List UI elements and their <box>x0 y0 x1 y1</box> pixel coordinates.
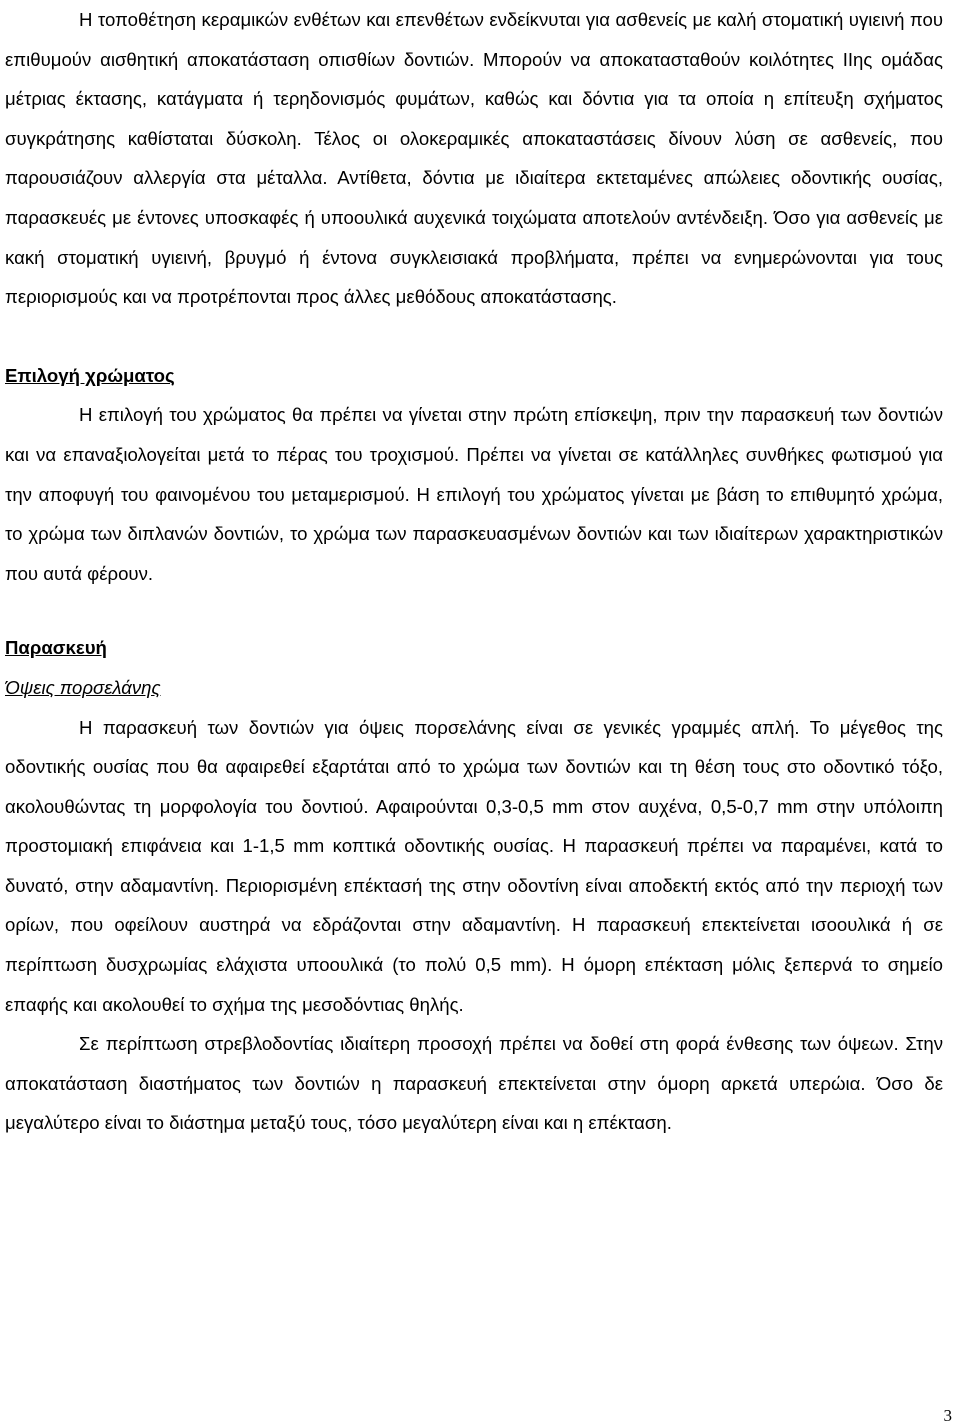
section-spacer <box>5 317 943 356</box>
preparation-paragraph-1: Η παρασκευή των δοντιών για όψεις πορσελάνης είναι σε γενικές γραμμές απλή. Το μέγεθος της οδοντικής ουσίας που θα αφαιρεθεί εξαρτάται από το χρώμα των δοντιών και τη θέση τους στο οδοντικό τόξο, ακολουθώντας τη μορφολογία του δοντιού. Αφαιρούνται 0,3-0,5 mm στον αυχένα, 0,5-0,7 mm στην υπόλοιπη προστομιακή επιφάνεια και 1-1,5 mm κοπτικά οδοντικής ουσίας. Η παρασκευή πρέπει να παραμένει, κατά το δυνατό, στην αδαμαντίνη. Περιορισμένη επέκτασή της στην οδοντίνη είναι αποδεκτή εκτός από την περιοχή των ορίων, που οφείλουν αυστηρά να εδράζονται στην αδαμαντίνη. Η παρασκευή επεκτείνεται ισοουλικά ή σε περίπτωση δυσχρωμίας ελάχιστα υποουλικά (το πολύ 0,5 mm). Η όμορη επέκταση μόλις ξεπερνά το σημείο επαφής και ακολουθεί το σχήμα της μεσοδόντιας θηλής. <box>5 716 943 1015</box>
intro-paragraph: Η τοποθέτηση κεραμικών ενθέτων και επενθέτων ενδείκνυται για ασθενείς με καλή στοματική υγιεινή που επιθυμούν αισθητική αποκατάσταση οπισθίων δοντιών. Μπορούν να αποκατασταθούν κοιλότητες ΙΙης ομάδας μέτριας έκτασης, κατάγματα ή τερηδονισμός φυμάτων, καθώς και δόντια για τα οποία η επίτευξη σχήματος συγκράτησης καθίσταται δύσκολη. Τέλος οι ολοκεραμικές αποκαταστάσεις δίνουν λύση σε ασθενείς, που παρουσιάζουν αλλεργία στα μέταλλα. Αντίθετα, δόντια με ιδιαίτερα εκτεταμένες απώλειες οδοντικής ουσίας, παρασκευές με έντονες υποσκαφές ή υποουλικά αυχενικά τοιχώματα αποτελούν αντένδειξη. Όσο για ασθενείς με κακή στοματική υγιεινή, βρυγμό ή έντονα συγκλεισιακά προβλήματα, πρέπει να ενημερώνονται για τους περιορισμούς και να προτρέπονται προς άλλες μεθόδους αποκατάστασης. <box>5 9 943 308</box>
page-number: 3 <box>943 1406 952 1425</box>
porcelain-veneers-subheading: Όψεις πορσελάνης <box>5 676 161 698</box>
document-page <box>5 0 943 1143</box>
section-spacer <box>5 593 943 628</box>
color-selection-heading: Επιλογή χρώματος <box>5 364 175 386</box>
preparation-paragraph-2: Σε περίπτωση στρεβλοδοντίας ιδιαίτερη προσοχή πρέπει να δοθεί στη φορά ένθεσης των όψεων. Στην αποκατάσταση διαστήματος των δοντιών η παρασκευή επεκτείνεται στην όμορη αρκετά υπερώια. Όσο δε μεγαλύτερο είναι το διάστημα μεταξύ τους, τόσο μεγαλύτερη είναι και η επέκταση. <box>5 1033 943 1134</box>
preparation-heading: Παρασκευή <box>5 637 107 659</box>
color-selection-paragraph: Η επιλογή του χρώματος θα πρέπει να γίνεται στην πρώτη επίσκεψη, πριν την παρασκευή των δοντιών και να επαναξιολογείται μετά το πέρας του τροχισμού. Πρέπει να γίνεται σε κατάλληλες συνθήκες φωτισμού για την αποφυγή του φαινομένου του μεταμερισμού. Η επιλογή του χρώματος γίνεται με βάση το επιθυμητό χρώμα, το χρώμα των διπλανών δοντιών, το χρώμα των παρασκευασμένων δοντιών και των ιδιαίτερων χαρακτηριστικών που αυτά φέρουν. <box>5 404 943 584</box>
